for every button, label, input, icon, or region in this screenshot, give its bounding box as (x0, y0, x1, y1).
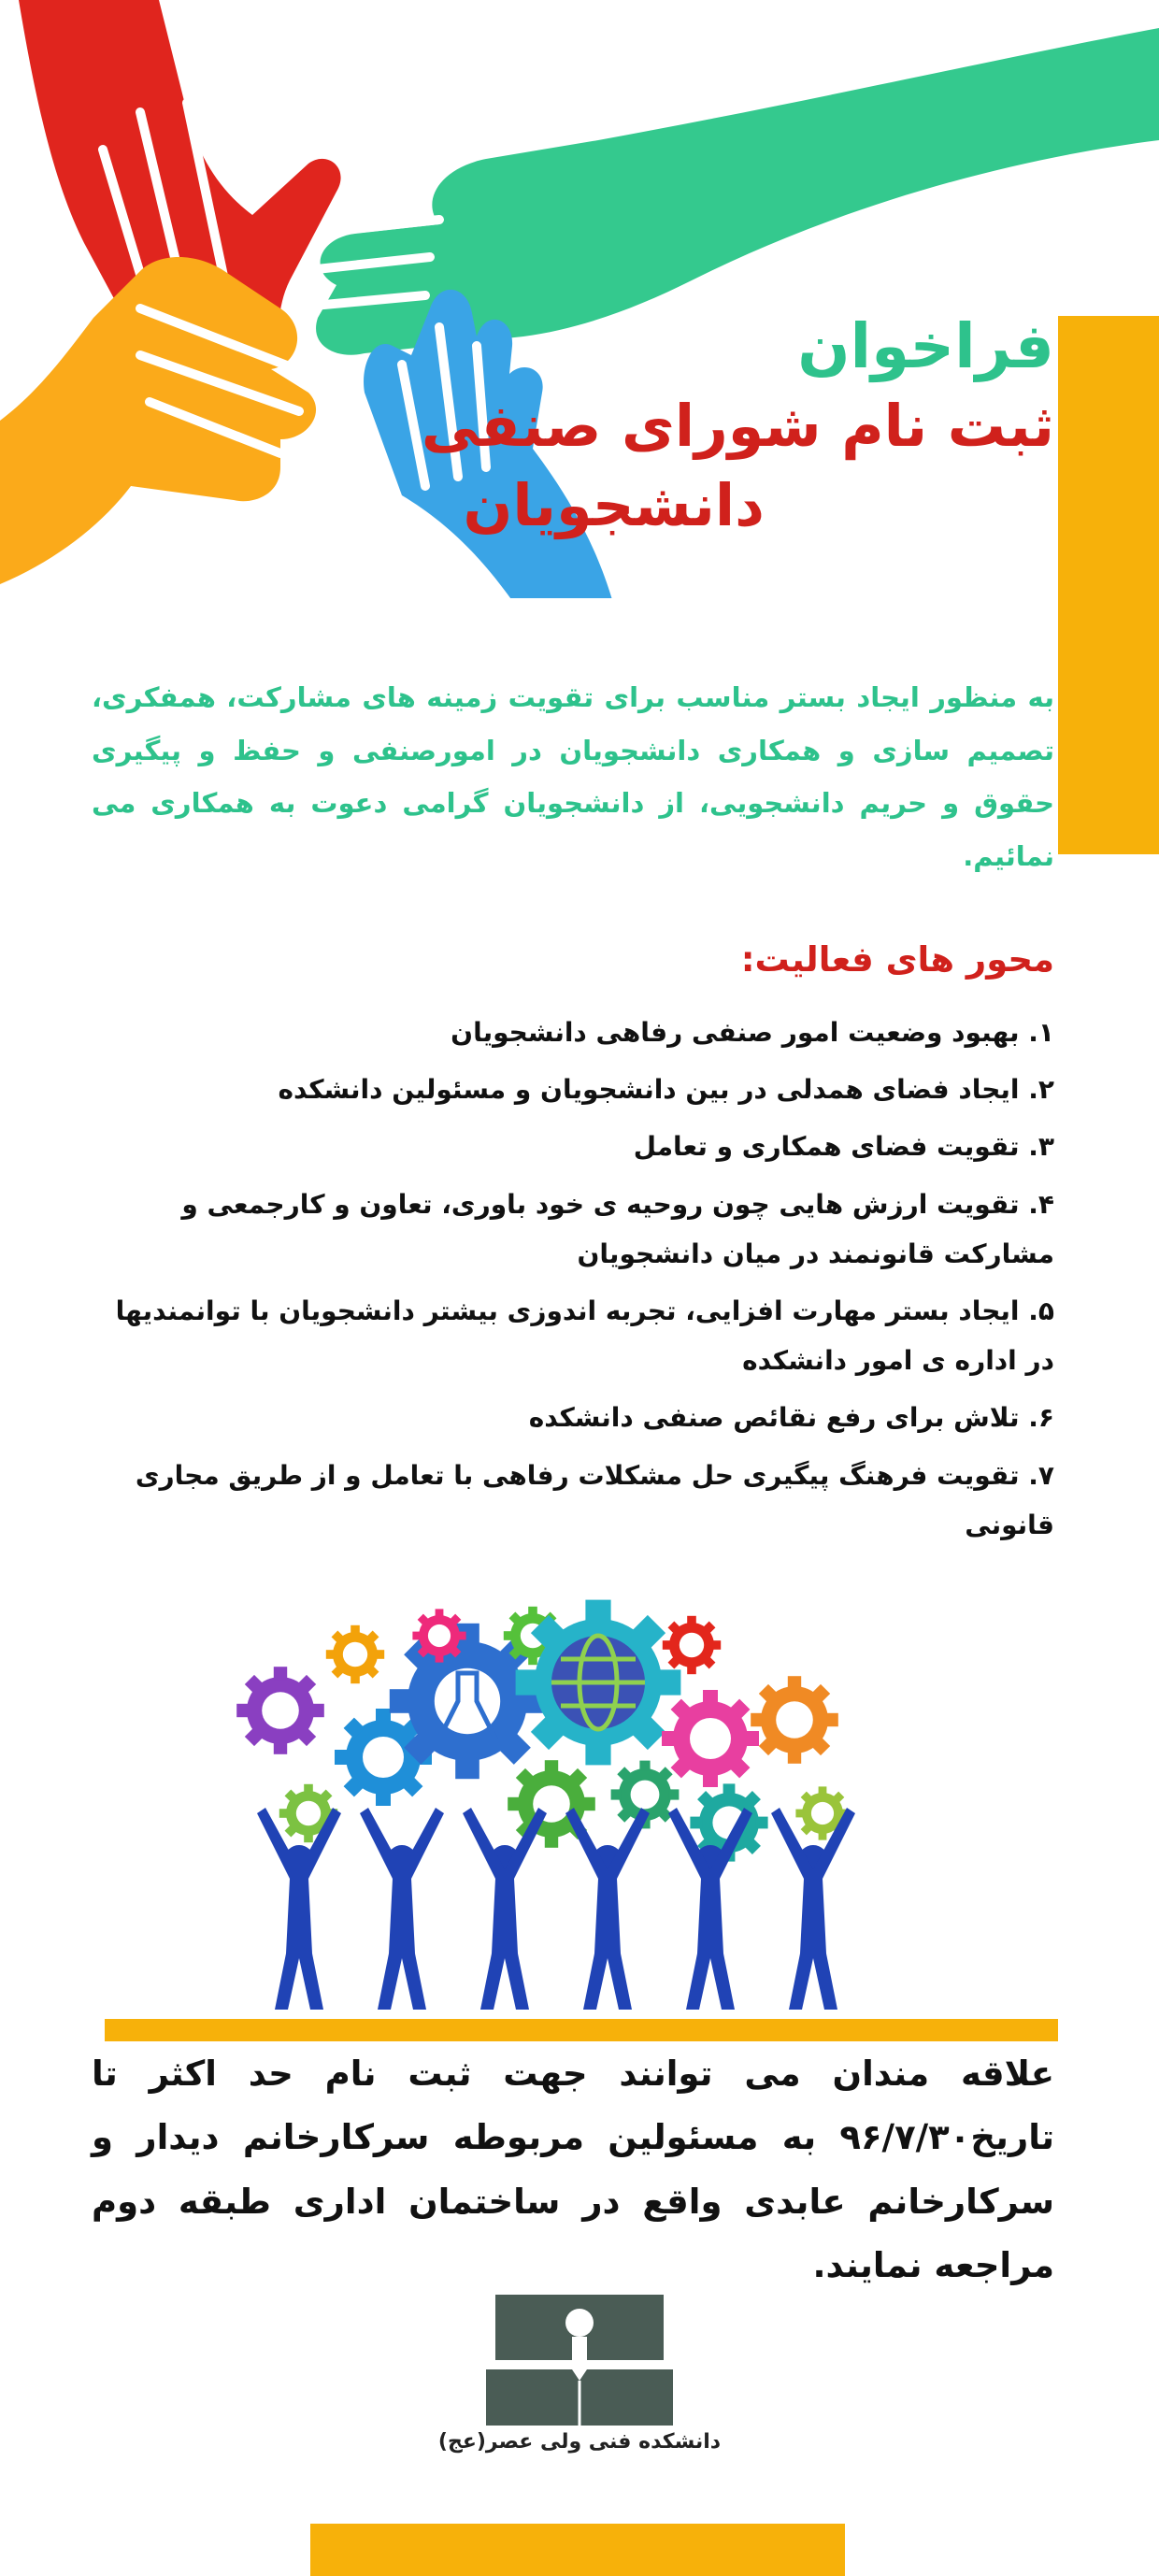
page-subtitle-line1: ثبت نام شورای صنفی (421, 391, 1054, 460)
list-item: ۵. ایجاد بستر مهارت افزایی، تجربه اندوزی بیشتر دانشجویان با توانمندیها در اداره ی امور دانشکده (115, 1295, 1054, 1377)
gears-illustration-icon (224, 1580, 907, 2010)
page-title: فراخوان (797, 310, 1054, 382)
axes-list (110, 1008, 1054, 1557)
logo-caption: دانشکده فنی ولی عصر(عج) (437, 2430, 722, 2454)
list-item: ۴. تقویت ارزش هایی چون روحیه ی خود باوری، تعاون و کارجمعی و مشارکت قانونمند در میان دانشجویان (181, 1188, 1054, 1269)
page-subtitle-line2: دانشجویان (463, 471, 765, 540)
orange-divider (105, 2019, 1058, 2041)
list-item: ۷. تقویت فرهنگ پیگیری حل مشکلات رفاهی با تعامل و از طریق مجاری قانونی (135, 1459, 1054, 1540)
list-item: ۲. ایجاد فضای همدلی در بین دانشجویان و مسئولین دانشکده (278, 1074, 1054, 1106)
list-item: ۳. تقویت فضای همکاری و تعامل (633, 1131, 1054, 1163)
book-person-logo-icon (486, 2295, 673, 2426)
orange-hand (0, 257, 316, 584)
orange-side-bar (1058, 316, 1159, 854)
closing-paragraph: علاقه مندان می توانند جهت ثبت نام حد اکثر تا تاریخ۹۶/۷/۳۰ به مسئولین مربوطه سرکارخانم دیدار و سرکارخانم عابدی واقع در ساختمان اداری طبقه دوم مراجعه نمایند. (92, 2054, 1054, 2286)
list-item: ۱. بهبود وضعیت امور صنفی رفاهی دانشجویان (451, 1017, 1054, 1048)
orange-bottom-bar (310, 2524, 845, 2576)
header (307, 308, 1054, 546)
intro-paragraph: به منظور ایجاد بستر مناسب برای تقویت زمینه های مشارکت، همفکری، تصمیم سازی و همکاری دانشجویان در امورصنفی و حفظ و پیگیری حقوق و حریم دانشجویی، از دانشجویان گرامی دعوت به همکاری می نمائیم. (92, 681, 1054, 872)
list-item: ۶. تلاش برای رفع نقائص صنفی دانشکده (528, 1402, 1054, 1434)
axes-title: محور های فعالیت: (740, 939, 1054, 980)
